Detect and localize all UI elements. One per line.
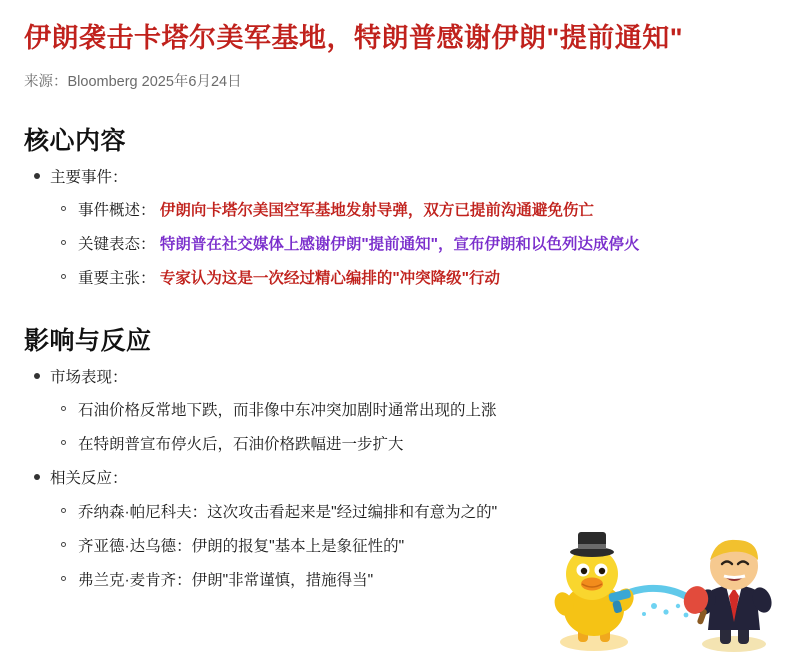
bullet-icon bbox=[34, 373, 40, 379]
item-label: 事件概述： bbox=[78, 202, 156, 219]
item-text: 石油价格反常地下跌，而非像中东冲突加剧时通常出现的上涨 bbox=[78, 402, 497, 420]
bullet-ring-icon bbox=[61, 542, 66, 547]
list-item bbox=[78, 199, 776, 223]
water-spray-icon bbox=[626, 588, 692, 617]
section-core-list bbox=[24, 166, 776, 291]
list-item bbox=[50, 166, 776, 291]
bullet-ring-icon bbox=[61, 406, 66, 411]
list-item bbox=[78, 569, 776, 593]
section-title-core: 核心内容 bbox=[24, 126, 127, 155]
item-text: 齐亚德·达乌德：伊朗的报复"基本上是象征性的" bbox=[78, 537, 405, 555]
source-value: Bloomberg 2025年6月24日 bbox=[67, 73, 242, 90]
section-title-impact: 影响与反应 bbox=[24, 327, 152, 356]
list-item bbox=[78, 399, 776, 423]
item-label: 关键表态： bbox=[78, 236, 156, 254]
source-label: 来源： bbox=[24, 73, 68, 90]
list-item bbox=[78, 433, 776, 457]
list-item bbox=[78, 501, 776, 525]
item-text: 在特朗普宣布停火后，石油价格跌幅进一步扩大 bbox=[78, 436, 404, 454]
group-label: 市场表现： bbox=[50, 369, 128, 387]
list-item bbox=[50, 366, 776, 457]
bullet-icon bbox=[34, 173, 40, 179]
item-text: 乔纳森·帕尼科夫：这次攻击看起来是"经过编排和有意为之的" bbox=[78, 503, 498, 521]
section-impact-list bbox=[24, 366, 776, 593]
bullet-ring-icon bbox=[61, 274, 66, 279]
list-item bbox=[78, 535, 776, 559]
bullet-ring-icon bbox=[61, 206, 66, 211]
item-label: 重要主张： bbox=[78, 270, 156, 288]
group-label: 主要事件： bbox=[50, 168, 128, 186]
list-item bbox=[50, 467, 776, 592]
bullet-icon bbox=[34, 474, 40, 480]
bullet-ring-icon bbox=[61, 240, 66, 245]
sublist bbox=[50, 501, 776, 593]
group-label: 相关反应： bbox=[50, 470, 128, 488]
item-text: 专家认为这是一次经过精心编排的"冲突降级"行动 bbox=[159, 270, 501, 288]
item-text: 弗兰克·麦肯齐：伊朗"非常谨慎，措施得当" bbox=[78, 571, 374, 589]
item-text: 伊朗向卡塔尔美国空军基地发射导弹，双方已提前沟通避免伤亡 bbox=[159, 202, 594, 219]
page-title: 伊朗袭击卡塔尔美军基地，特朗普感谢伊朗"提前通知" bbox=[24, 23, 684, 53]
list-item bbox=[78, 233, 776, 257]
sublist bbox=[50, 199, 776, 291]
bullet-ring-icon bbox=[61, 440, 66, 445]
list-item bbox=[78, 267, 776, 291]
item-text: 特朗普在社交媒体上感谢伊朗"提前通知"，宣布伊朗和以色列达成停火 bbox=[159, 236, 640, 254]
bullet-ring-icon bbox=[61, 576, 66, 581]
sublist bbox=[50, 399, 776, 457]
source-line bbox=[24, 70, 776, 91]
bullet-ring-icon bbox=[61, 508, 66, 513]
